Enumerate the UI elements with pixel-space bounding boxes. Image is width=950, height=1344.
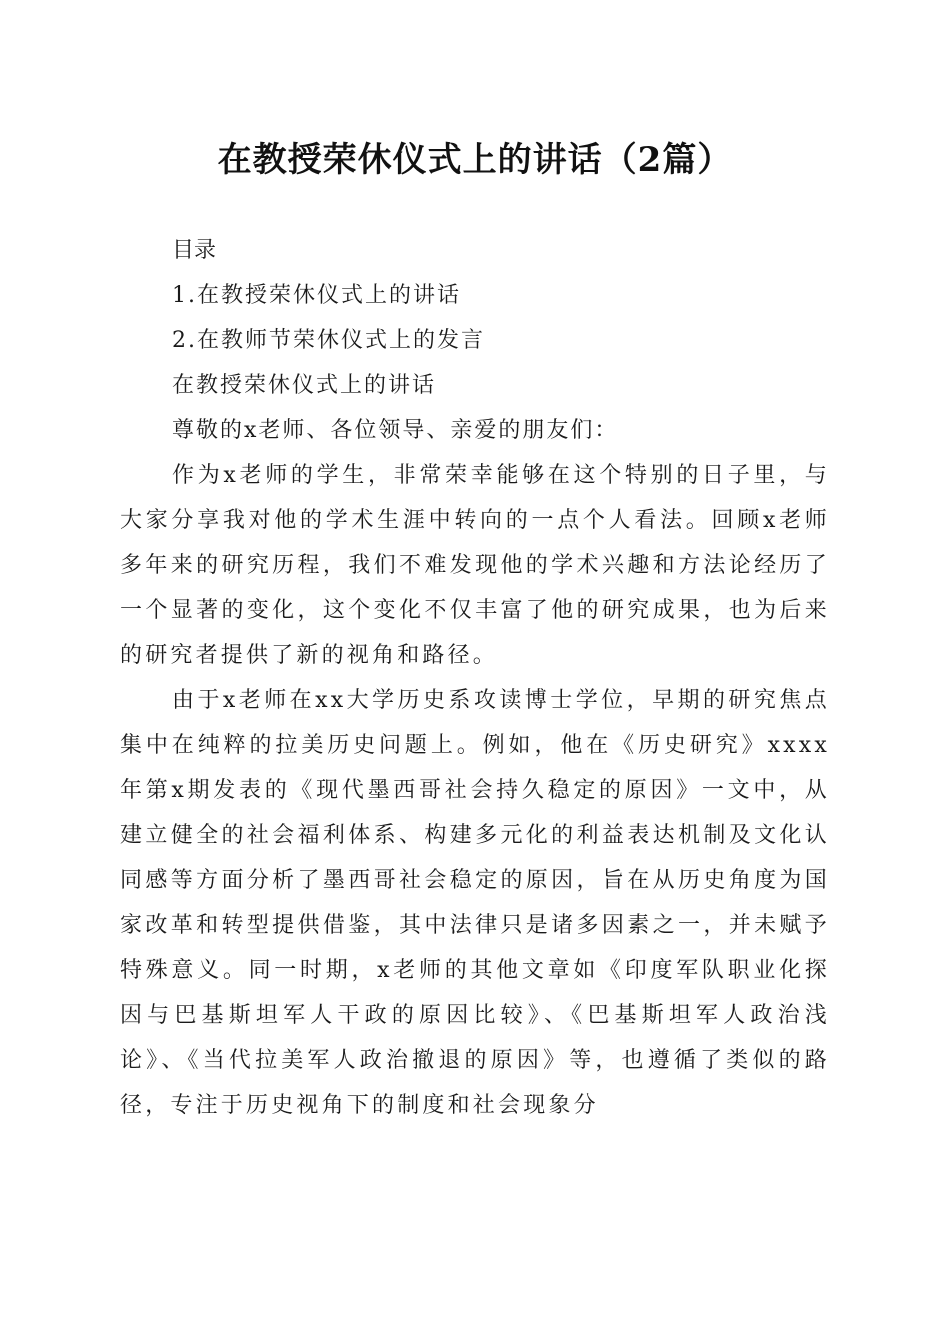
toc-item-1: 1.在教授荣休仪式上的讲话 [172,283,461,308]
toc-item-2: 2.在教师节荣休仪式上的发言 [172,328,485,353]
body-paragraph-2: 由于x老师在xx大学历史系攻读博士学位，早期的研究焦点集中在纯粹的拉美历史问题上。例如，他在《历史研究》xxxx年第x期发表的《现代墨西哥社会持久稳定的原因》一文中，从建立健全的社会福利体系、构建多元化的利益表达机制及文化认同感等方面分析了墨西哥社会稳定的原因，旨在从历史角度为国家改革和转型提供借鉴，其中法律只是诸多因素之一，并未赋予特殊意义。同一时期，x老师的其他文章如《印度军队职业化探因与巴基斯坦军人干政的原因比较》、《巴基斯坦军人政治浅论》、《当代拉美军人政治撤退的原因》等，也遵循了类似的路径，专注于历史视角下的制度和社会现象分 [120,688,830,1118]
toc-heading: 目录 [172,238,217,263]
salutation: 尊敬的x老师、各位领导、亲爱的朋友们： [172,418,619,443]
body-paragraph-1: 作为x老师的学生，非常荣幸能够在这个特别的日子里，与大家分享我对他的学术生涯中转向的一点个人看法。回顾x老师多年来的研究历程，我们不难发现他的学术兴趣和方法论经历了一个显著的变化，这个变化不仅丰富了他的研究成果，也为后来的研究者提供了新的视角和路径。 [120,463,830,668]
document-title: 在教授荣休仪式上的讲话（2篇） [217,140,733,180]
document-body [120,228,830,1128]
section-heading: 在教授荣休仪式上的讲话 [172,373,437,398]
